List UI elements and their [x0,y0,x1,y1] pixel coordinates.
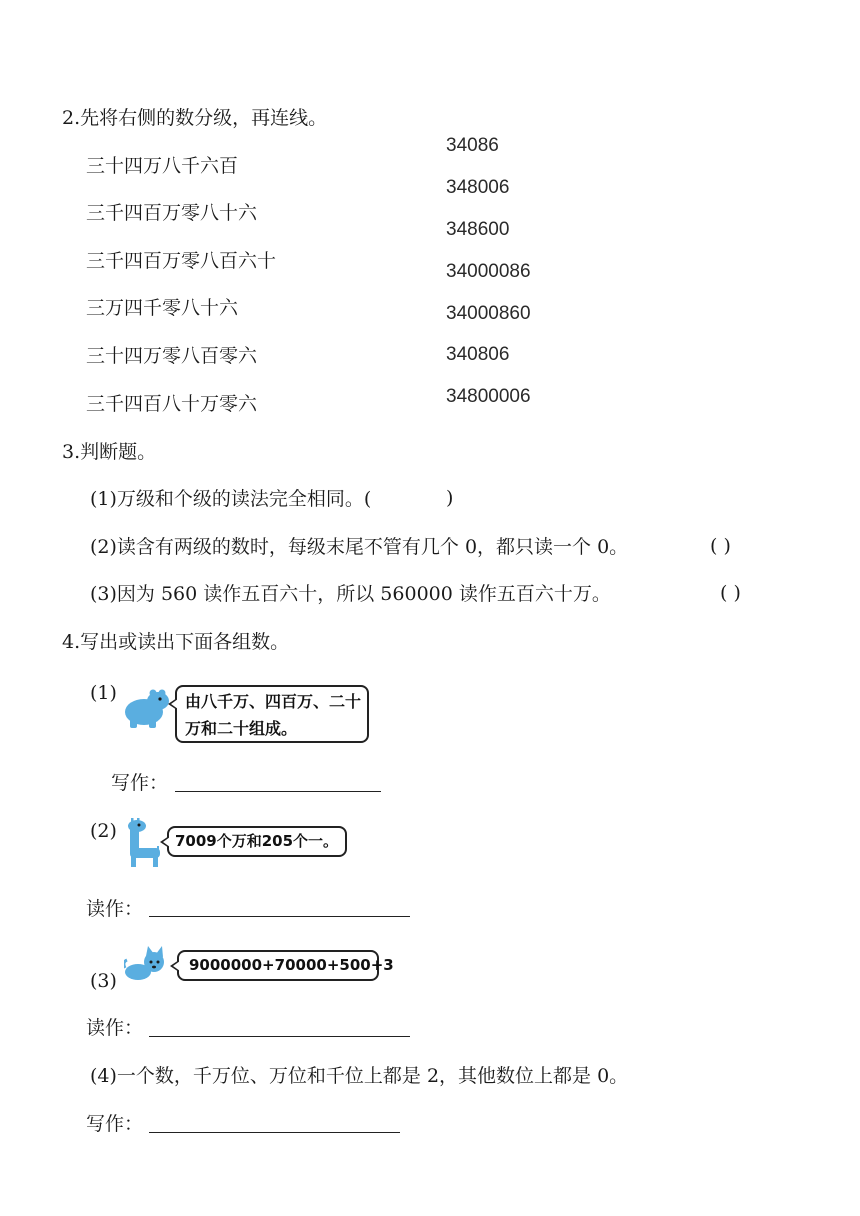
judgment-answer-1[interactable]: ) [446,487,454,509]
giraffe-icon [124,818,164,868]
left-item-5[interactable]: 三十四万零八百零六 [86,345,258,367]
q4-answer-blank[interactable] [149,1132,400,1133]
right-number-3[interactable]: 348600 [446,219,510,240]
q2-answer-label: 读作： [86,898,144,920]
q1-bubble-line1: 由八千万、四百万、二十 [185,692,362,711]
q1-answer-blank[interactable] [175,791,381,792]
right-number-5[interactable]: 34000860 [446,303,531,324]
q3-speech-bubble [177,950,394,981]
section2-heading: 2.先将右侧的数分级，再连线。 [62,107,328,129]
section3-heading: 3.判断题。 [62,441,157,463]
q1-speech-bubble [175,685,369,743]
judgment-item-2: (2)读含有两级的数时，每级末尾不管有几个 0，都只读一个 0。 [90,536,629,558]
q1-label: (1) [90,682,117,704]
judgment-item-1: (1)万级和个级的读法完全相同。( [90,488,372,510]
q3-label: (3) [90,970,117,992]
hippo-icon [122,686,172,730]
left-item-2[interactable]: 三千四百万零八十六 [86,202,258,224]
q4-answer-label: 写作： [86,1113,144,1135]
q2-speech-bubble [167,826,347,857]
q1-answer-label: 写作： [111,772,169,794]
left-item-1[interactable]: 三十四万八千六百 [86,155,239,177]
right-number-7[interactable]: 34800006 [446,386,531,407]
q2-label: (2) [90,820,117,842]
right-number-1[interactable]: 34086 [446,135,499,156]
left-item-6[interactable]: 三千四百八十万零六 [86,393,258,415]
judgment-answer-3[interactable]: ( ) [720,582,741,604]
judgment-item-3: (3)因为 560 读作五百六十，所以 560000 读作五百六十万。 [90,583,611,605]
dog-icon [124,946,170,982]
q2-bubble-text: 7009个万和205个一。 [175,832,339,850]
judgment-answer-2[interactable]: ( ) [710,535,731,557]
q1-bubble-line2: 万和二十组成。 [185,719,298,738]
q4-question: (4)一个数，千万位、万位和千位上都是 2，其他数位上都是 0。 [90,1065,629,1087]
left-item-4[interactable]: 三万四千零八十六 [86,297,239,319]
right-number-2[interactable]: 348006 [446,177,510,198]
right-number-6[interactable]: 340806 [446,344,510,365]
left-item-3[interactable]: 三千四百万零八百六十 [86,250,277,272]
q3-answer-blank[interactable] [149,1036,410,1037]
section4-heading: 4.写出或读出下面各组数。 [62,631,290,653]
q3-bubble-text: 9000000+70000+500+3 [189,956,394,974]
q2-answer-blank[interactable] [149,916,410,917]
right-number-4[interactable]: 34000086 [446,261,531,282]
q3-answer-label: 读作： [86,1017,144,1039]
